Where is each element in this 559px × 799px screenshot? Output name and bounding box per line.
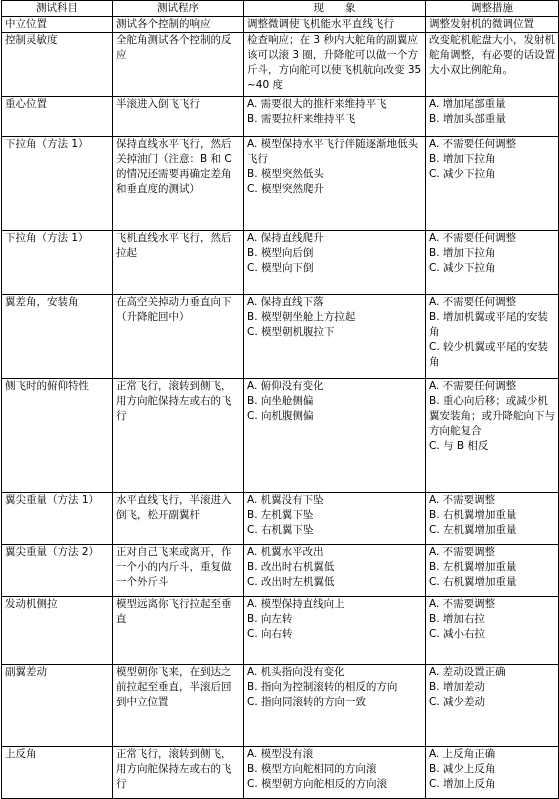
procedure-cell <box>113 493 244 545</box>
subject-cell <box>2 17 113 33</box>
phenomenon-option: C. 模型朝机腹拉下 <box>247 326 335 338</box>
adjustment-option: A. 不需要任何调整 <box>429 232 517 244</box>
adjustment-cell <box>426 379 559 493</box>
procedure-text: 正常飞行，滚转到侧飞，用方向舵保持左或右的飞行 <box>116 380 232 422</box>
table-row <box>2 97 559 137</box>
phenomena-cell <box>244 493 426 545</box>
phenomenon-option: A. 需要很大的推杆来维持平飞 <box>247 98 387 110</box>
adjustment-option: 改变舵机舵盘大小，发射机舵角调整，有必要的话设置大小双比例舵角。 <box>429 34 555 76</box>
adjustment-option: B. 减少上反角 <box>429 763 496 775</box>
adjustment-option: 调整发射机的微调位置 <box>429 18 534 30</box>
phenomena-cell <box>244 231 426 295</box>
phenomena-cell <box>244 747 426 799</box>
adjustment-cell <box>426 597 559 665</box>
phenomenon-option: B. 指向为控制滚转的相反的方向 <box>247 681 398 693</box>
adjustment-option: A. 不需要任何调整 <box>429 138 517 150</box>
phenomenon-option: C. 模型突然爬升 <box>247 183 325 195</box>
phenomena-cell <box>244 17 426 33</box>
adjustment-option: A. 不需要调整 <box>429 494 496 506</box>
phenomena-cell <box>244 295 426 379</box>
phenomenon-option: B. 模型朝坐舱上方拉起 <box>247 311 356 323</box>
adjustment-option: C. 减少差动 <box>429 696 486 708</box>
table-row <box>2 747 559 799</box>
phenomenon-option: A. 俯仰没有变化 <box>247 380 324 392</box>
subject-cell <box>2 97 113 137</box>
table-row <box>2 295 559 379</box>
phenomenon-option: A. 机头指向没有变化 <box>247 666 345 678</box>
subject-text: 下拉角（方法 1） <box>5 232 89 244</box>
phenomenon-option: C. 向机腹侧偏 <box>247 410 314 422</box>
procedure-cell <box>113 33 244 97</box>
phenomenon-option: B. 左机翼下坠 <box>247 509 314 521</box>
procedure-cell <box>113 17 244 33</box>
procedure-cell <box>113 231 244 295</box>
adjustment-option: C. 与 B 相反 <box>429 440 489 452</box>
adjustment-cell <box>426 665 559 747</box>
phenomenon-option: C. 改出时左机翼低 <box>247 576 335 588</box>
table-header-row <box>2 1 559 17</box>
adjustment-option: B. 左机翼增加重量 <box>429 561 517 573</box>
adjustment-option: A. 上反角正确 <box>429 748 496 760</box>
phenomena-cell <box>244 379 426 493</box>
adjustment-option: A. 不需要任何调整 <box>429 380 517 392</box>
adjustment-cell <box>426 97 559 137</box>
adjustment-option: C. 较少机翼或平尾的安装角 <box>429 341 549 368</box>
phenomenon-option: B. 向左转 <box>247 613 293 625</box>
phenomenon-option: C. 模型向下倒 <box>247 262 314 274</box>
subject-cell <box>2 597 113 665</box>
adjustment-option: B. 增加头部重量 <box>429 113 506 125</box>
adjustment-option: C. 右机翼增加重量 <box>429 576 517 588</box>
procedure-cell <box>113 665 244 747</box>
subject-text: 中立位置 <box>5 18 47 30</box>
phenomenon-option: A. 机翼没有下坠 <box>247 494 324 506</box>
phenomenon-option: A. 模型保持水平飞行伴随逐渐地低头飞行 <box>247 138 419 165</box>
subject-cell <box>2 747 113 799</box>
subject-text: 发动机侧拉 <box>5 598 58 610</box>
procedure-text: 测试各个控制的响应 <box>116 18 211 30</box>
procedure-cell <box>113 97 244 137</box>
phenomenon-option: A. 模型保持直线向上 <box>247 598 345 610</box>
subject-text: 控制灵敏度 <box>5 34 58 46</box>
procedure-text: 水平直线飞行，半滚进入倒飞，松开副翼杆 <box>116 494 232 521</box>
phenomenon-option: B. 向坐舱侧偏 <box>247 395 314 407</box>
phenomenon-option: A. 保持直线爬升 <box>247 232 324 244</box>
adjustment-option: C. 增加上反角 <box>429 778 496 790</box>
table-row <box>2 665 559 747</box>
adjustment-cell <box>426 747 559 799</box>
subject-cell <box>2 493 113 545</box>
header-subject: 测试科目 <box>2 1 113 17</box>
adjustment-option: B. 增加下拉角 <box>429 247 496 259</box>
procedure-cell <box>113 545 244 597</box>
procedure-text: 模型朝你飞来，在到达之前拉起至垂直，半滚后回到中立位置 <box>116 666 232 708</box>
phenomena-cell <box>244 597 426 665</box>
adjustment-cell <box>426 231 559 295</box>
adjustment-table <box>1 0 559 799</box>
subject-text: 翼尖重量（方法 2） <box>5 546 100 558</box>
adjustment-option: A. 不需要调整 <box>429 598 496 610</box>
adjustment-cell <box>426 545 559 597</box>
table-row <box>2 545 559 597</box>
procedure-cell <box>113 137 244 231</box>
adjustment-option: A. 增加尾部重量 <box>429 98 506 110</box>
subject-cell <box>2 137 113 231</box>
subject-cell <box>2 545 113 597</box>
procedure-text: 保持直线水平飞行，然后关掉油门（注意：B 和 C 的情况还需要再确定差角和垂直度的测试） <box>116 138 232 195</box>
adjustment-cell <box>426 295 559 379</box>
phenomenon-option: C. 模型朝方向舵相反的方向滚 <box>247 778 388 790</box>
subject-text: 翼尖重量（方法 1） <box>5 494 100 506</box>
subject-text: 副翼差动 <box>5 666 47 678</box>
adjustment-option: A. 差动设置正确 <box>429 666 506 678</box>
adjustment-option: B. 增加下拉角 <box>429 153 496 165</box>
header-phenomena: 现 象 <box>244 1 426 17</box>
procedure-text: 正对自己飞来或离开，作一个小的内斤斗，重复做一个外斤斗 <box>116 546 232 588</box>
header-procedure: 测试程序 <box>113 1 244 17</box>
table-row <box>2 137 559 231</box>
phenomenon-option: 调整微调使飞机能水平直线飞行 <box>247 18 394 30</box>
table-row <box>2 17 559 33</box>
table-row <box>2 597 559 665</box>
procedure-cell <box>113 295 244 379</box>
adjustment-cell <box>426 33 559 97</box>
adjustment-option: A. 不需要任何调整 <box>429 296 517 308</box>
adjustment-cell <box>426 493 559 545</box>
phenomenon-option: B. 模型方向舵相同的方向滚 <box>247 763 377 775</box>
phenomenon-option: B. 模型突然低头 <box>247 168 324 180</box>
phenomenon-option: A. 机翼水平改出 <box>247 546 324 558</box>
procedure-cell <box>113 379 244 493</box>
procedure-cell <box>113 747 244 799</box>
subject-text: 上反角 <box>5 748 37 760</box>
phenomena-cell <box>244 545 426 597</box>
phenomena-cell <box>244 97 426 137</box>
subject-text: 重心位置 <box>5 98 47 110</box>
phenomenon-option: 检查响应；在 3 秒内大舵角的副翼应该可以滚 3 圈，升降舵可以做一个方斤斗，方向舵可以使飞机航向改变 35~40 度 <box>247 34 422 91</box>
procedure-text: 在高空关掉动力垂直向下（升降舵回中） <box>116 296 232 323</box>
subject-text: 下拉角（方法 1） <box>5 138 89 150</box>
subject-text: 侧飞时的俯仰特性 <box>5 380 89 392</box>
phenomena-cell <box>244 665 426 747</box>
adjustment-option: B. 增加差动 <box>429 681 485 693</box>
adjustment-option: C. 减少下拉角 <box>429 168 496 180</box>
subject-cell <box>2 231 113 295</box>
phenomenon-option: B. 改出时右机翼低 <box>247 561 335 573</box>
subject-text: 翼差角，安装角 <box>5 296 79 308</box>
subject-cell <box>2 665 113 747</box>
phenomenon-option: C. 向右转 <box>247 628 293 640</box>
adjustment-cell <box>426 17 559 33</box>
procedure-text: 全舵角测试各个控制的反应 <box>116 34 232 61</box>
procedure-text: 正常飞行，滚转到侧飞，用方向舵保持左或右的飞行 <box>116 748 232 790</box>
procedure-cell <box>113 597 244 665</box>
phenomenon-option: B. 模型向后倒 <box>247 247 314 259</box>
table-row <box>2 231 559 295</box>
phenomena-cell <box>244 33 426 97</box>
header-adjustment: 调整措施 <box>426 1 559 17</box>
adjustment-option: C. 减少下拉角 <box>429 262 496 274</box>
adjustment-cell <box>426 137 559 231</box>
procedure-text: 模型远离你飞行拉起至垂直 <box>116 598 232 625</box>
adjustment-option: B. 增加右拉 <box>429 613 485 625</box>
phenomenon-option: C. 右机翼下坠 <box>247 524 314 536</box>
table-row <box>2 33 559 97</box>
phenomenon-option: A. 模型没有滚 <box>247 748 314 760</box>
adjustment-option: B. 增加机翼或平尾的安装角 <box>429 311 548 338</box>
table-row <box>2 493 559 545</box>
adjustment-option: A. 不需要调整 <box>429 546 496 558</box>
adjustment-option: C. 左机翼增加重量 <box>429 524 517 536</box>
adjustment-option: C. 减小右拉 <box>429 628 486 640</box>
phenomenon-option: C. 指向同滚转的方向一致 <box>247 696 367 708</box>
phenomena-cell <box>244 137 426 231</box>
phenomenon-option: A. 保持直线下落 <box>247 296 324 308</box>
subject-cell <box>2 379 113 493</box>
adjustment-option: B. 右机翼增加重量 <box>429 509 517 521</box>
subject-cell <box>2 295 113 379</box>
adjustment-option: B. 重心向后移；或减少机翼安装角；或升降舵向下与方向舵复合 <box>429 395 555 437</box>
procedure-text: 飞机直线水平飞行，然后拉起 <box>116 232 232 259</box>
subject-cell <box>2 33 113 97</box>
phenomenon-option: B. 需要拉杆来维持平飞 <box>247 113 356 125</box>
procedure-text: 半滚进入倒飞飞行 <box>116 98 200 110</box>
table-row <box>2 379 559 493</box>
